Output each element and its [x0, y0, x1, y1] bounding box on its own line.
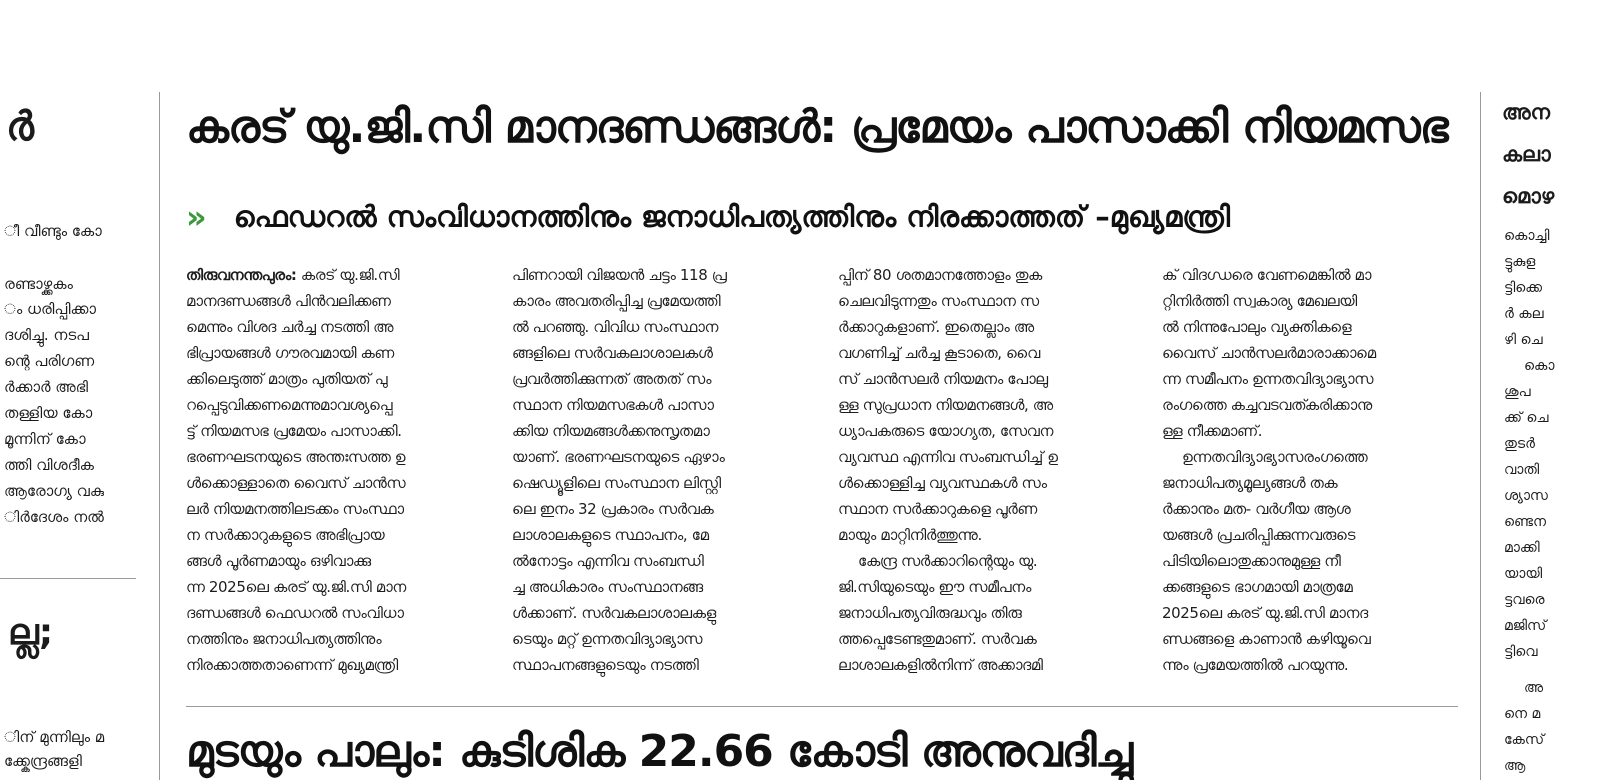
article-line: ജനാധിപത്യവിരുദ്ധവും തിരു	[838, 604, 1022, 622]
article-line: പിടിയിലൊതുക്കാനുമുള്ള നീ	[1162, 552, 1341, 570]
left-second-heading: ല്ല;	[8, 612, 54, 653]
article-line: ന്ന 2025ലെ കരട് യു.ജി.സി മാന	[186, 578, 406, 596]
article-line: സ് ചാൻസലർ നിയമനം പോലു	[838, 370, 1048, 388]
article-line: യാണ്. ഭരണഘടനയുടെ ഏഴാം	[512, 448, 725, 466]
article-line: മാനദണ്ഡങ്ങൾ പിൻവലിക്കണ	[186, 292, 391, 310]
article-line: ർക്കാറുകളാണ്. ഇതെല്ലാം അ	[838, 318, 1034, 336]
right-article-line: അ	[1524, 680, 1544, 696]
article-line: ങ്ങൾ പൂർണമായും ഒഴിവാക്കു	[186, 552, 371, 570]
article-line: ത്തപ്പെടേണ്ടതുമാണ്. സർവക	[838, 630, 1037, 648]
right-article-line: ട്ടിക്കെ	[1504, 280, 1542, 296]
article-line: ലാശാലകളുടെ സ്ഥാപനം, മേ	[512, 526, 709, 544]
article-line: ഉന്നതവിദ്യാഭ്യാസരംഗത്തെ	[1182, 448, 1368, 466]
left-article-line: ിർദേശം നൽ	[4, 508, 104, 526]
article-line: ട്ട് നിയമസഭ പ്രമേയം പാസാക്കി.	[186, 422, 402, 440]
article-line: ൽനോട്ടം എന്നിവ സംബന്ധി	[512, 552, 704, 570]
left-article-line: ക്ക്കേന്ദ്രങ്ങളി	[4, 752, 82, 770]
article-line: വഗണിച്ച് ചർച്ച കൂടാതെ, വൈ	[838, 344, 1040, 362]
right-article-heading: മൊഴ	[1502, 184, 1555, 208]
article-line: ണ്ഡങ്ങളെ കാണാൻ കഴിയൂവെ	[1162, 630, 1371, 648]
article-line: സ്ഥാപനങ്ങളുടെയും നടത്തി	[512, 656, 699, 674]
subheadline-text: ഫെഡറൽ സംവിധാനത്തിനും ജനാധിപത്യത്തിനും നിരക്കാത്തത് –മുഖ്യമന്ത്രി	[233, 199, 1231, 234]
right-article-line: ട്ടിവെ	[1504, 644, 1538, 660]
article-line: യങ്ങൾ പ്രചരിപ്പിക്കുന്നവരുടെ	[1162, 526, 1356, 544]
right-article-line: കേസ്	[1504, 732, 1545, 748]
article-line: 2025ലെ കരട് യു.ജി.സി മാനദ	[1162, 604, 1368, 622]
right-article-line: ആ	[1504, 758, 1526, 774]
left-article-line: ർക്കാർ അഭി	[4, 378, 88, 396]
article-line: ക്കിലെടുത്ത് മാത്രം പുതിയത് പു	[186, 370, 388, 388]
article-line: ന്ന സമീപനം ഉന്നതവിദ്യാഭ്യാസ	[1162, 370, 1374, 388]
article-line: പിണറായി വിജയൻ ചട്ടം 118 പ്ര	[512, 266, 727, 284]
article-line: ക് വിദഗ്ധരെ വേണമെങ്കിൽ മാ	[1162, 266, 1372, 284]
right-article-line: യായി	[1504, 566, 1543, 582]
chevron-right-icon: »	[186, 198, 207, 236]
article-line: ന്നും പ്രമേയത്തിൽ പറയുന്നു.	[1162, 656, 1349, 674]
left-article-line: ആരോഗ്യ വകു	[4, 482, 104, 500]
article-line: ങ്ങളിലെ സർവകലാശാലകൾ	[512, 344, 713, 362]
story-divider	[186, 706, 1458, 707]
article-column-2	[512, 262, 810, 678]
right-article-line: ക്ക് ചെ	[1504, 410, 1549, 426]
right-article-line: ശ്യാസ	[1504, 488, 1548, 504]
dateline: തിരുവനന്തപുരം:	[186, 266, 297, 284]
left-article-line: ത്തി വിശദീക	[4, 456, 94, 474]
article-line: മെന്നും വിശദ ചർച്ച നടത്തി അ	[186, 318, 394, 336]
article-line: പ്പിന് 80 ശതമാനത്തോളം തുക	[838, 266, 1042, 284]
right-article-line: ണ്ടെന	[1504, 514, 1546, 530]
article-line: ൽ നിന്നുപോലും വ്യക്തികളെ	[1162, 318, 1352, 336]
left-article-line: ം ധരിപ്പിക്കാ	[4, 300, 96, 318]
article-line: ജനാധിപത്യമൂല്യങ്ങൾ തക	[1162, 474, 1338, 492]
left-article-heading: ർ	[6, 104, 34, 150]
article-line: ലെ ഇനം 32 പ്രകാരം സർവക	[512, 500, 714, 518]
article-line: റപ്പെടുവിക്കണമെന്നുമാവശ്യപ്പെ	[186, 396, 393, 414]
article-line: ചെലവിടുന്നതും സംസ്ഥാന സ	[838, 292, 1039, 310]
left-article-line: ിന് മുന്നിലും മ	[4, 728, 105, 746]
article-line: വൈസ് ചാൻസലർമാരാക്കാമെ	[1162, 344, 1376, 362]
article-line: രംഗത്തെ കച്ചവടവത്കരിക്കാനു	[1162, 396, 1372, 414]
article-line: ൾക്കാണ്. സർവകലാശാലകളു	[512, 604, 716, 622]
article-line: ൾക്കൊള്ളിച്ച വ്യവസ്ഥകൾ സം	[838, 474, 1047, 492]
article-line: നിരക്കാത്തതാണെന്ന് മുഖ്യമന്ത്രി	[186, 656, 398, 674]
right-article-line: കൊ	[1524, 358, 1555, 374]
article-line: ദണ്ഡങ്ങൾ ഫെഡറൽ സംവിധാ	[186, 604, 404, 622]
article-line: ൽ പറഞ്ഞു. വിവിധ സംസ്ഥാന	[512, 318, 718, 336]
right-article-line: തുടർ	[1504, 436, 1535, 452]
article-line: ച്ച അധികാരം സംസ്ഥാനങ്ങ	[512, 578, 703, 596]
article-line: ടെയും മറ്റ് ഉന്നതവിദ്യാഭ്യാസ	[512, 630, 703, 648]
left-adjacent-article	[0, 0, 150, 780]
right-article-line: നെ മ	[1504, 706, 1541, 722]
subheadline	[186, 198, 1230, 236]
right-article-line: ശുപ	[1504, 384, 1531, 400]
next-story-headline: മുടയും പാലും: കുടിശിക 22.66 കോടി അനുവദിച്ചു	[186, 726, 1133, 777]
article-line: ന സർക്കാറുകളുടെ അഭിപ്രായ	[186, 526, 385, 544]
right-article-line: ട്ടവരെ	[1504, 592, 1545, 608]
right-article-line: വാതി	[1504, 462, 1540, 478]
article-line: സ്ഥാന നിയമസഭകൾ പാസാ	[512, 396, 714, 414]
right-article-line: മാക്കി	[1504, 540, 1540, 556]
right-article-line: മജിസ്	[1504, 618, 1547, 634]
article-line: തിരുവനന്തപുരം: കരട് യു.ജി.സി	[186, 266, 400, 284]
right-article-heading: അന	[1502, 100, 1551, 124]
left-article-line: ന്റെ പരിഗണ	[4, 352, 95, 370]
column-rule-left	[159, 92, 160, 780]
article-column-4	[1162, 262, 1460, 678]
right-article-line: ർ കല	[1504, 306, 1544, 322]
article-line: ലർ നിയമനത്തിലടക്കം സംസ്ഥാ	[186, 500, 404, 518]
article-line: ക്കിയ നിയമങ്ങൾക്കനുസൃതമാ	[512, 422, 710, 440]
article-line: ഭരണഘടനയുടെ അന്തഃസത്ത ഉ	[186, 448, 406, 466]
article-line: പ്രവർത്തിക്കുന്നത് അതത് സം	[512, 370, 712, 388]
article-column-1	[186, 262, 484, 678]
article-line: ഷെഡ്യൂളിലെ സംസ്ഥാന ലിസ്റ്റി	[512, 474, 721, 492]
column-rule-right	[1480, 92, 1481, 780]
right-article-line: കൊച്ചി	[1504, 228, 1550, 244]
article-line: ള്ള സുപ്രധാന നിയമനങ്ങൾ, അ	[838, 396, 1053, 414]
main-headline: കരട് യു.ജി.സി മാനദണ്ഡങ്ങൾ: പ്രമേയം പാസാക്കി നിയമസഭ	[186, 100, 1448, 153]
article-line: മായും മാറ്റിനിർത്തുന്നു.	[838, 526, 982, 544]
article-line: നത്തിനും ജനാധിപത്യത്തിനും	[186, 630, 382, 648]
left-article-line: ദശിച്ചു. നടപ	[4, 326, 90, 344]
article-column-3	[838, 262, 1136, 678]
article-line: കേന്ദ്ര സർക്കാറിന്റെയും യു.	[858, 552, 1038, 570]
left-article-line: രണ്ടാഴ്ക്കകം	[4, 275, 73, 293]
right-article-line: ട്ടുകുള	[1504, 254, 1536, 270]
right-adjacent-article	[1500, 0, 1600, 780]
article-line: റ്റിനിർത്തി സ്വകാര്യ മേഖലയി	[1162, 292, 1357, 310]
article-line: ൾക്കൊള്ളാതെ വൈസ് ചാൻസ	[186, 474, 406, 492]
right-article-heading: കലാ	[1502, 142, 1551, 166]
left-article-line: ീ വീണ്ടും കോ	[4, 222, 102, 240]
right-article-line: ഴി ചെ	[1504, 332, 1543, 348]
article-line: ധ്യാപകരുടെ യോഗ്യത, സേവന	[838, 422, 1053, 440]
article-line: ജി.സിയുടെയും ഈ സമീപനം	[838, 578, 1032, 596]
article-line: സ്ഥാന സർക്കാറുകളെ പൂർണ	[838, 500, 1037, 518]
article-line: ക്കങ്ങളുടെ ഭാഗമായി മാത്രമേ	[1162, 578, 1353, 596]
left-article-line: തള്ളിയ കോ	[4, 404, 93, 422]
article-line: വ്യവസ്ഥ എന്നിവ സംബന്ധിച്ച് ഉ	[838, 448, 1058, 466]
article-line: കാരം അവതരിപ്പിച്ച പ്രമേയത്തി	[512, 292, 721, 310]
article-line: ലാശാലകളിൽനിന്ന് അക്കാദമി	[838, 656, 1043, 674]
left-article-line: മൂന്നിന് കോ	[4, 430, 86, 448]
article-line: ർക്കാനും മത- വർഗീയ ആശ	[1162, 500, 1351, 518]
article-line: ള്ള നീക്കമാണ്.	[1162, 422, 1263, 440]
article-line: ഭിപ്രായങ്ങൾ ഗൗരവമായി കണ	[186, 344, 394, 362]
